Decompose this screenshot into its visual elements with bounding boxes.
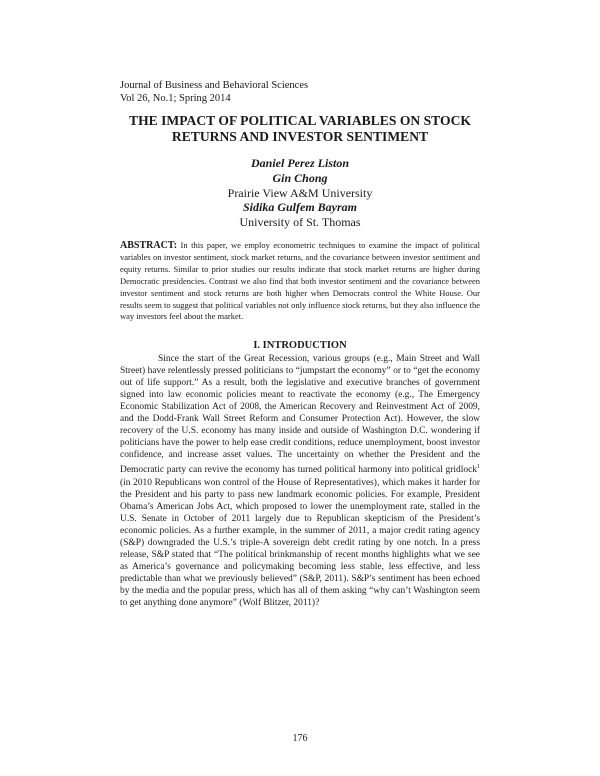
author-name-3: Sidika Gulfem Bayram — [242, 200, 357, 215]
page-number: 176 — [292, 733, 308, 744]
paragraph-text-part-1: Since the start of the Great Recession, various groups (e.g., Main Street and Wall Street) have relentlessly pressed politicians to “jumpstart the economy” or to “get the economy out of life support.” As a result, both the legislative and executive branches of government signed into law economic policies meant to reactivate the economy (e.g., The Emergency Economic Stabilization Act of 2008, the American Recovery and Reinvestment Act of 2009, and the Dodd-Frank Wall Street Reform and Consumer Protection Act). However, the slow recovery of the U.S. economy has many inside and outside of Washington D.C. wondering if politicians have the power to help ease credit conditions, reduce unemployment, boost investor confidence, and increase asset values. The uncertainty on whether the President and the Democratic party can revive the economy has turned political harmony into political gridlock — [120, 354, 480, 476]
journal-issue: Vol 26, No.1; Spring 2014 — [120, 93, 231, 104]
section-heading: I. INTRODUCTION — [253, 340, 347, 351]
author-name-2: Gin Chong — [272, 170, 328, 185]
abstract-label: ABSTRACT: — [120, 240, 178, 251]
paragraph-text-part-2: (in 2010 Republicans won control of the House of Representatives), which makes it harder for the President and his party to pass new landmark economic policies. For example, President Obama’s American Jobs Act, which proposed to lower the unemployment rate, stalled in the U.S. Senate in October of 2011 largely due to Republican skepticism of the President’s economic policies. As a further example, in the summer of 2011, a major credit rating agency (S&P) downgraded the U.S.’s triple-A sovereign debt credit rating by one notch. In a press release, S&P stated that “The political brinkmanship of recent months highlights what we see as America’s governance and policymaking becoming less stable, less effective, and less predictable than what we previously believed” (S&P, 2011). S&P’s sentiment has been echoed by the media and the popular press, which has all of them asking “why can’t Washington seem to get anything done anymore” (Wolf Blitzer, 2011)? — [120, 477, 480, 609]
introduction-paragraph — [120, 353, 480, 609]
footnote-marker: 1 — [477, 464, 480, 471]
author-name-1: Daniel Perez Liston — [251, 156, 349, 170]
abstract — [120, 240, 480, 323]
author-affiliation-1: Prairie View A&M University — [227, 185, 373, 200]
paper-title: THE IMPACT OF POLITICAL VARIABLES ON STOCK RETURNS AND INVESTOR SENTIMENT — [129, 113, 471, 144]
author-block — [120, 156, 480, 230]
author-affiliation-2: University of St. Thomas — [239, 215, 361, 230]
abstract-text: In this paper, we employ econometric techniques to examine the impact of political variables on investor sentiment, stock market returns, and the covariance between investor sentiment and equity returns. Similar to prior studies our results indicate that stock market returns are higher during Democratic presidencies. Contrast we also find that both investor sentiment and the covariance between investor sentiment and stock returns are both higher when Democrats control the White House. Our results seem to suggest that political variables not only influence stock returns, but they also influence the way investors feel about the market. — [120, 240, 481, 322]
journal-name: Journal of Business and Behavioral Sciences — [120, 80, 309, 91]
journal-header — [120, 79, 308, 105]
